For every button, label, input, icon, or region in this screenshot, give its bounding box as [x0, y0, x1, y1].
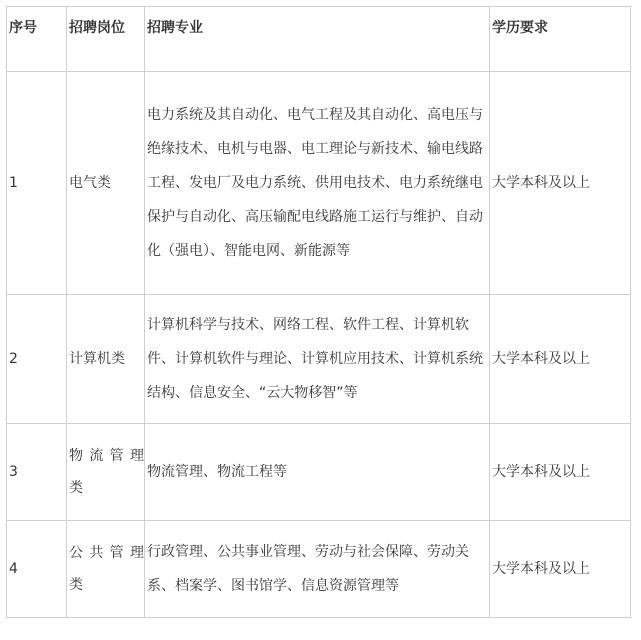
header-majors: 招聘专业	[145, 7, 490, 72]
recruitment-table	[6, 6, 631, 618]
row-position: 计算机类	[67, 295, 145, 424]
row-education: 大学本科及以上	[490, 521, 631, 618]
row-majors: 物流管理、物流工程等	[145, 424, 490, 521]
table-row	[7, 521, 631, 618]
row-no: 3	[7, 424, 67, 521]
header-no: 序号	[7, 7, 67, 72]
row-no: 4	[7, 521, 67, 618]
row-no: 2	[7, 295, 67, 424]
row-position: 公 共 管 理 类	[67, 521, 145, 618]
row-education: 大学本科及以上	[490, 424, 631, 521]
row-position: 物 流 管 理 类	[67, 424, 145, 521]
table-row	[7, 424, 631, 521]
table-row	[7, 295, 631, 424]
row-education: 大学本科及以上	[490, 295, 631, 424]
header-education: 学历要求	[490, 7, 631, 72]
row-no: 1	[7, 72, 67, 295]
header-position: 招聘岗位	[67, 7, 145, 72]
row-education: 大学本科及以上	[490, 72, 631, 295]
row-position: 电气类	[67, 72, 145, 295]
row-majors: 计算机科学与技术、网络工程、软件工程、计算机软件、计算机软件与理论、计算机应用技术、计算机系统结构、信息安全、“云大物移智”等	[145, 295, 490, 424]
header-row	[7, 7, 631, 72]
row-majors: 电力系统及其自动化、电气工程及其自动化、高电压与绝缘技术、电机与电器、电工理论与新技术、输电线路工程、发电厂及电力系统、供用电技术、电力系统继电保护与自动化、高压输配电线路施工运行与维护、自动化（强电）、智能电网、新能源等	[145, 72, 490, 295]
row-majors: 行政管理、公共事业管理、劳动与社会保障、劳动关系、档案学、图书馆学、信息资源管理等	[145, 521, 490, 618]
table-row	[7, 72, 631, 295]
